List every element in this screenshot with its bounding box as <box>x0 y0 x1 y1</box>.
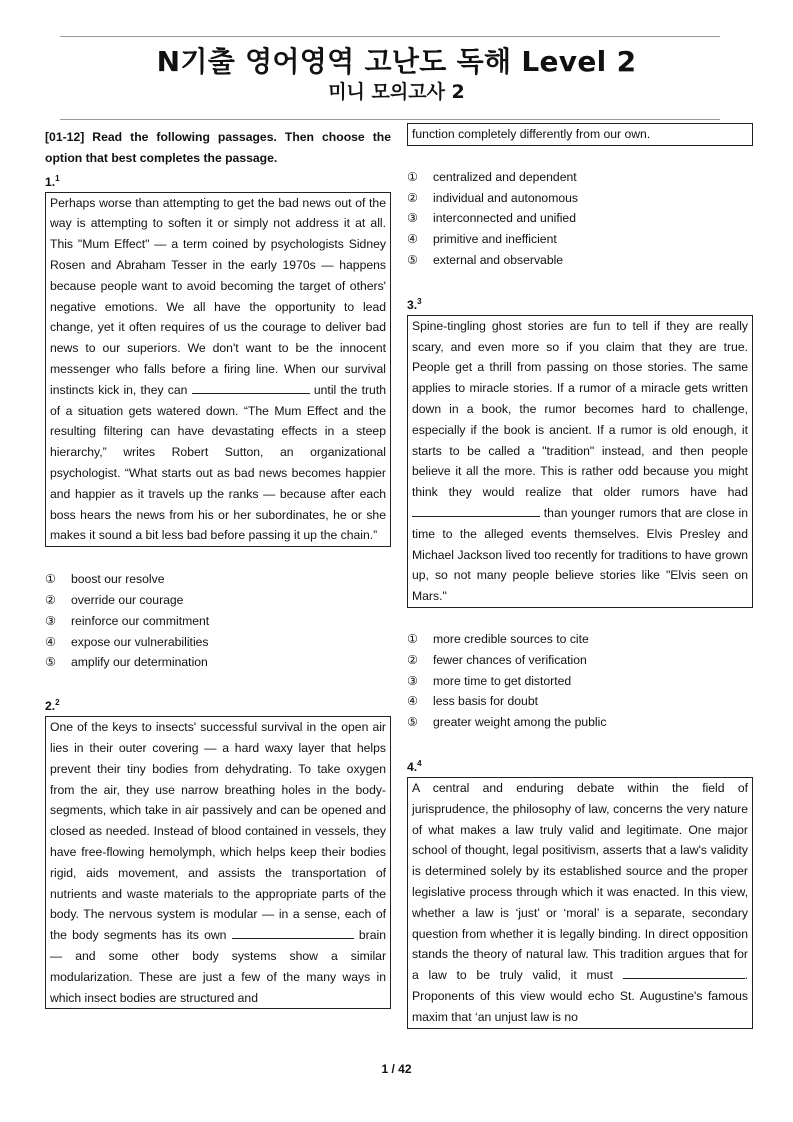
answer-blank <box>623 967 745 979</box>
choice-mark: ① <box>407 169 418 184</box>
choice-text: reinforce our commitment <box>71 613 210 628</box>
choice-mark: ② <box>407 190 418 205</box>
passage-text: One of the keys to insects' successful survival in the open air lies in their outer covering — a hard waxy layer that helps prevent their tiny bodies from dehydrating. To take oxygen from the air, they use narrow breathing holes in the body-segments, which take in air passively and can be opened and closed as needed. Instead of blood contained in vessels, they have free-flowing hemolymph, which helps keep their bodies rigid, aids movement, and assists the transportation of nutrients and waste materials to the appropriate parts of the body. The nervous system is modular — in a sense, each of the body segments has its own <box>50 720 386 943</box>
passage-text: A central and enduring debate within the field of jurisprudence, the philosophy of law, concerns the very nature of what makes a law truly valid and legitimate. One major school of thought, legal positivism, asserts that a law's validity is determined solely by its established source and the proper legislative process through which it was enacted. In this view, whether a law is ‘just’ or ‘moral’ is a separate, secondary question from whether it is legally binding. In direct opposition stands the theory of natural law. This tradition argues that for a law to be truly valid, it must <box>412 781 748 983</box>
question-1-choices <box>45 569 391 673</box>
choice-mark: ① <box>407 632 418 646</box>
choice-item[interactable] <box>45 569 391 590</box>
footnote-marker: 4 <box>417 758 422 768</box>
choice-text: more time to get distorted <box>433 673 572 688</box>
choice-mark: ③ <box>45 613 56 628</box>
choice-item[interactable] <box>45 590 391 611</box>
choice-text: less basis for doubt <box>433 694 539 709</box>
choice-text: amplify our determination <box>71 655 208 670</box>
choice-mark: ③ <box>407 673 418 688</box>
passage-text: . Proponents of this view would echo St. Augustine's famous maxim that ‘an unjust law is no <box>412 968 748 1024</box>
choice-mark: ② <box>45 593 56 607</box>
page-subtitle: 미니 모의고사 2 <box>328 81 465 103</box>
page-number: 1 / 42 <box>381 1062 412 1076</box>
choice-mark: ⑤ <box>45 655 56 670</box>
choice-item[interactable] <box>407 712 753 733</box>
choice-item[interactable] <box>407 650 753 671</box>
answer-blank <box>192 382 310 394</box>
passage-text: brain — and some other body systems show a similar modularization. These are just a few of the many ways in which insect bodies are structured and <box>50 928 386 1005</box>
footnote-marker: 1 <box>55 173 60 183</box>
footnote-marker: 2 <box>55 698 60 708</box>
choice-item[interactable] <box>407 167 753 188</box>
choice-text: primitive and inefficient <box>433 232 557 247</box>
choice-text: individual and autonomous <box>433 190 579 205</box>
choice-text: more credible sources to cite <box>433 632 589 646</box>
choice-text: greater weight among the public <box>433 715 607 730</box>
question-4-passage <box>407 777 753 1029</box>
choice-text: interconnected and unified <box>433 211 576 226</box>
choice-item[interactable] <box>45 632 391 653</box>
choice-text: centralized and dependent <box>433 169 577 184</box>
choice-item[interactable] <box>407 629 753 650</box>
choice-text: boost our resolve <box>71 572 165 587</box>
passage-text: function completely differently from our own. <box>412 127 651 141</box>
choice-mark: ④ <box>45 634 56 649</box>
choice-item[interactable] <box>407 691 753 712</box>
choice-mark: ④ <box>407 232 418 247</box>
question-number-label: 4. <box>407 760 418 775</box>
passage-text: Perhaps worse than attempting to get the bad news out of the way is attempting to soften it or simply not address it at all. This "Mum Effect" — a term coined by psychologists Sidney Rosen and Abraham Tesser in the early 1970s — happens because people want to avoid becoming the target of others' negative emotions. We all have the opportunity to lead change, yet it often requires of us the courage to deliver bad news to our superiors. We don't want to be the innocent messenger who falls before a firing line. When our survival instincts kick in, they can <box>50 195 386 397</box>
question-3-number <box>407 292 753 315</box>
question-1-number <box>45 169 391 192</box>
question-3-passage <box>407 315 753 608</box>
header-top-rule <box>60 36 720 37</box>
answer-blank <box>412 505 540 517</box>
question-number-label: 3. <box>407 297 418 312</box>
footnote-marker: 3 <box>417 296 422 306</box>
choice-text: expose our vulnerabilities <box>71 634 209 649</box>
question-2-number <box>45 693 391 716</box>
choice-item[interactable] <box>407 250 753 271</box>
choice-item[interactable] <box>45 652 391 673</box>
choice-item[interactable] <box>407 188 753 209</box>
question-1-passage <box>45 192 391 548</box>
question-number-label: 2. <box>45 699 56 714</box>
choice-mark: ① <box>45 572 56 587</box>
passage-text: than younger rumors that are close in time to the alleged events themselves. Elvis Presley and Michael Jackson lived too recently for traditions to have grown up, so not many people believe stories like "Elvis seen on Mars." <box>412 506 748 604</box>
choice-mark: ⑤ <box>407 715 418 730</box>
choice-text: external and observable <box>433 252 564 267</box>
passage-text: Spine-tingling ghost stories are fun to tell if they are really scary, and even more so if you claim that they are true. People get a thrill from passing on those stories. The same applies to miracle stories. If a rumor of a miracle gets written down in a book, the rumor becomes hard to challenge, especially if the book is ancient. If a rumor is old enough, it starts to be called a "tradition" instead, and then people believe it all the more. This is rather odd because you might think they would realize that older rumors have had <box>412 318 748 500</box>
question-2-choices <box>407 167 753 271</box>
question-number-label: 1. <box>45 174 56 189</box>
choice-item[interactable] <box>45 611 391 632</box>
choice-item[interactable] <box>407 208 753 229</box>
question-2-passage <box>45 716 391 1009</box>
choice-item[interactable] <box>407 229 753 250</box>
choice-item[interactable] <box>407 671 753 692</box>
choice-text: fewer chances of verification <box>433 652 587 667</box>
choice-text: override our courage <box>71 593 184 607</box>
choice-mark: ④ <box>407 694 418 709</box>
header-bottom-rule <box>60 119 720 120</box>
question-3-choices <box>407 629 753 733</box>
choice-mark: ⑤ <box>407 252 418 267</box>
choice-mark: ③ <box>407 211 418 226</box>
instruction-text: [01-12] Read the following passages. Then choose the option that best completes the passage. <box>45 130 391 165</box>
page-title: N기출 영어영역 고난도 독해 Level 2 <box>156 45 637 78</box>
left-column <box>45 126 391 1009</box>
answer-blank <box>232 927 354 939</box>
choice-mark: ② <box>407 652 418 667</box>
question-4-number <box>407 754 753 777</box>
passage-text: until the truth of a situation gets watered down. “The Mum Effect and the resulting filtering can have devastating effects in a steep hierarchy,” writes Robert Sutton, an organizational psychologist. “What starts out as bad news becomes happier and happier as it travels up the ranks — because after each boss hears the news from his or her subordinates, he or she makes it sound a bit less bad before passing it up the chain.” <box>50 382 386 543</box>
question-2-passage-continuation <box>407 123 753 146</box>
right-column <box>407 123 753 1029</box>
